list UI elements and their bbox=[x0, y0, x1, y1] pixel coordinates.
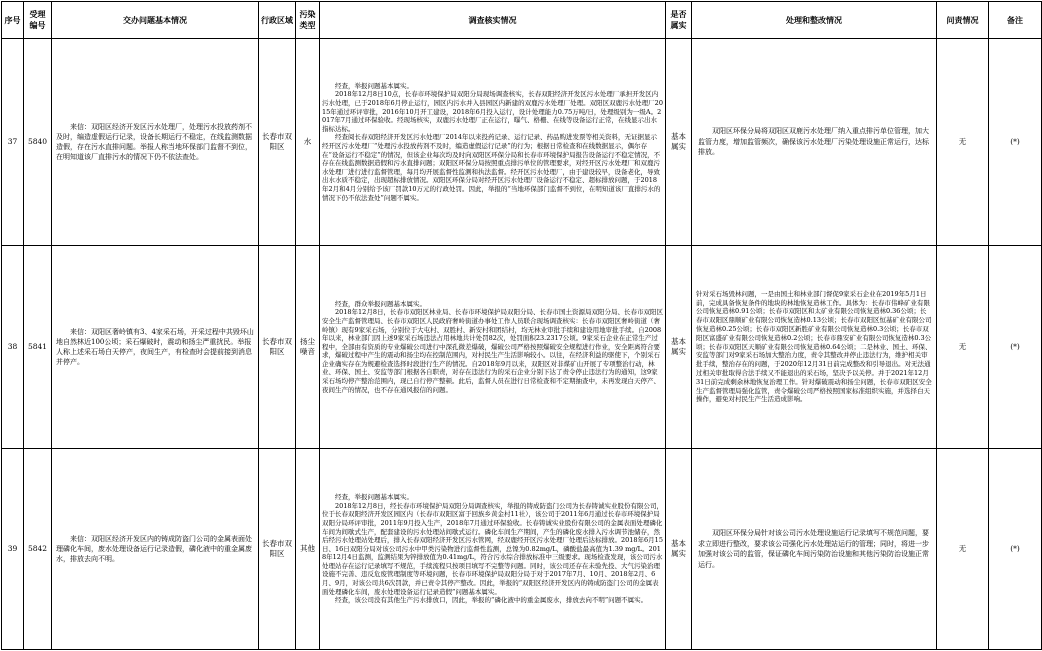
header-accept-no: 受理编号 bbox=[24, 2, 52, 39]
accept-no-cell: 5842 bbox=[24, 449, 52, 650]
seq-cell: 39 bbox=[2, 449, 24, 650]
table-row bbox=[2, 449, 1042, 650]
investigation-para: 经查，群众举报问题基本属实。 bbox=[335, 299, 426, 308]
table-row bbox=[2, 39, 1042, 246]
pollution-cell: 水 bbox=[296, 39, 320, 246]
accept-no-cell: 5841 bbox=[24, 246, 52, 449]
complaint-table bbox=[1, 1, 1042, 650]
basic-cell: 来信：双阳区奢岭镇有3、4家采石场，开采过程中共毁坏山地自然林近100公顷；采石爆破时，震动和扬尘严重扰民。举报人称上述采石场白天停产，夜间生产，有检查时会提前接到消息并停产。 bbox=[52, 246, 259, 449]
header-investigation: 调查核实情况 bbox=[320, 2, 666, 39]
pollution-cell: 其他 bbox=[296, 449, 320, 650]
remark-cell: (*) bbox=[989, 449, 1042, 650]
handling-cell: 双阳区环保分局将双阳区双鹿污水处理厂纳入重点排污单位管理，加大监管力度，增加监管频次，确保该污水处理厂污染处理设施正常运行，达标排放。 bbox=[692, 39, 937, 246]
investigation-para: 经查，该公司没有其他生产污水排放口，因此，举报的“磷化液中的重金属废水，排放去向不明”问题不属实。 bbox=[335, 596, 648, 605]
accountability-cell: 无 bbox=[937, 246, 989, 449]
header-seq: 序号 bbox=[2, 2, 24, 39]
investigation-cell bbox=[320, 39, 666, 246]
header-region: 行政区域 bbox=[259, 2, 296, 39]
investigation-para: 经查，举报问题基本属实。 bbox=[335, 493, 413, 502]
investigation-cell bbox=[320, 246, 666, 449]
remark-cell: (*) bbox=[989, 246, 1042, 449]
region-cell: 长春市双阳区 bbox=[259, 449, 296, 650]
accountability-cell: 无 bbox=[937, 449, 989, 650]
pollution-cell: 扬尘噪音 bbox=[296, 246, 320, 449]
seq-cell: 37 bbox=[2, 39, 24, 246]
investigation-para: 2018年12月8日，经长春市环境保护局双阳分局调查核实，举报的铸成防盗门公司为长春铸诚实业股份有限公司，位于长春双阳经济开发区园区内（长春市双阳区富于回族乡黄金村11社），该公司于2011年6月通过长春市环境保护局双阳分局环评审批，2011年9月投入生产，2018年7月通过环保验收。长春铸诚实业股份有限公司的金属表面处理磷化车间为间歇式生产，配套建设的污水处理站间歇式运行。磷化车间生产期间，产生的磷化废水排入污水调节池储存，然后经污水处理站处理后，排入长春双阳经济开发区污水管网，经双鹿经开区污水处理厂处理后达标排放。2018年6月15日、16日双阳分局对该公司污水中甲类污染物进行监督性监测，总镍为0.82mg/L，磷酸盐最高值为1.39 mg/L。2018年12月4日监测，监测结果为锌排放值为0.41mg/L，符合污水综合排放标准中三级要求。现场检查发现，该公司污水处理站存在运行记录填写不规范，手续流程只按项目填写不完整等问题。同时，该公司还存在未验先投、大气污染治理设施不完善、违反危废管理制度等环境问题，长春市环境保护局双阳分局于对于2017年7月、10月、2018年2月、6月、9月，对该公司共6次罚款，并已责令其停产整改。因此，举报的“双阳区经济开发区内的铸成防盗门公司的金属表面处理磷化车间，废水处理设备运行记录造假”问题基本属实。 bbox=[322, 501, 663, 596]
table-row bbox=[2, 246, 1042, 449]
verified-cell: 基本属实 bbox=[666, 39, 692, 246]
header-handling: 处理和整改情况 bbox=[692, 2, 937, 39]
verified-cell: 基本属实 bbox=[666, 449, 692, 650]
handling-cell: 双阳区环保分局针对该公司污水处理设施运行记录填写不规范问题，要求立即进行整改，要求该公司强化污水处理站运行的管理；同时，将进一步加强对该公司的监管，保证磷化车间污染防治设施和其他污染防治设施正常运行。 bbox=[692, 449, 937, 650]
verified-cell: 基本属实 bbox=[666, 246, 692, 449]
handling-cell: 针对采石场毁林问题，一是由国土和林业部门督促9家采石企业在2019年5月1日前，完成具备恢复条件的地块的林地恢复造林工作。具体为：长春市伟峰矿业有限公司恢复造林0.91公顷；长春市双阳区和太矿业有限公司恢复造林0.36公顷；长春市双阳区鼎顺矿业有限公司恢复造林0.13公顷；长春市双阳区恒基矿业有限公司恢复造林0.25公顷；长春市双阳区新胜矿业有限公司恢复造林0.3公顷；长春市双阳区富盛矿业有限公司恢复造林0.2公顷；长春市鼎安矿业有限公司恢复造林0.3公顷；长春市双阳区天顺矿业有限公司恢复造林0.64公顷；二是林业、国土、环保、安监等部门对9家采石场加大整治力度，责令其整改并停止违法行为，维护相关审批手续，整治存在的问题，于2020年12月31日前完成整改和引导退出。对无法通过相关审批取得合法手续又不能退出的采石场，坚决予以关停。并于2021年12月31日前完成剩余林地恢复治理工作。针对爆破震动和扬尘问题，长春市双阳区安全生产监督管理局强化监管，责令爆破公司严格按照国家标准组织实施，并选择白天操作，避免对村民生产生活造成影响。 bbox=[692, 246, 937, 449]
investigation-para: 2018年12月8日，长春市双阳区林业局、长春市环境保护局双阳分局、长春市国土资源局双阳分局、长春市双阳区安全生产监督管理局、长春市双阳区人民政府奢岭街道办事处工作人员联合现场调查核实：长春市双阳区奢岭街道（奢岭镇）现有9家采石场，分别位于大屯村、双胜村、新安村和团结村，均无林业审批手续和建设用地审批手续。自2008年以来，林业部门因上述9家采石场违法占用林地共计处罚82次，处罚面积23.2317公顷。9家采石企业在正常生产过程中，全部由有资质的专业爆破公司进行中深孔微差爆破，爆破公司严格按照爆破安全规程进行作业，安全距离符合要求，爆破过程中产生的震动和扬尘均在控制范围内，对村民生产生活影响较小。以往，在经济利益的驱使下，个别采石企业确实存在为规避检查选择时段进行生产的情况。自2018年9月以来，双阳区对非煤矿山开展了专项整治行动，林业、环保、国土、安监等部门根据各自职责，对存在违法行为的采石企业分别下达了责令停止违法行为的通知，这9家采石场均停产整治范围内，现已自行停产整顿。此后，监督人员在进行日常检查和不定期抽查中，未再发现白天停产、夜间生产的情况，也不存在通风报信的问题。 bbox=[322, 308, 663, 394]
investigation-cell bbox=[320, 449, 666, 650]
header-row bbox=[2, 2, 1042, 39]
investigation-para: 经查，举报问题基本属实。 bbox=[335, 81, 413, 90]
header-pollution: 污染类型 bbox=[296, 2, 320, 39]
investigation-para: 经查阅长春双阳经济开发区污水处理厂2014年以来投药记录、运行记录、药品购进发票等相关资料，无证据显示经开区污水处理厂“处理污水投放药剂不及时，编造虚假运行记录”的行为；根据日常检查和在线数据显示，偶尔存在“设备运行不稳定”的情况，但该企业每次均及时向双阳区环保分局和长春市环境保护局报告设备运行不稳定情况，不存在在线监测数据造假和污水直排问题；双阳区环保分局按照重点排污单位的管理要求，对经开区污水处理厂和双鹿污水处理厂进行进行监督管理，每月均开展监督性监测和执法监督。经开区污水处理厂，由于建设较早，设备老化，导致出水水质不稳定，出现超标排放情况。双阳区环保分局对经开区污水处理厂设备运行不稳定、超标排放问题，于2018年2月和4月分别给予该厂罚款10万元的行政处罚。因此，举报的“当地环保部门监督不到位，在明知道该厂直排污水的情况下仍不依法查处”问题不属实。 bbox=[322, 133, 661, 202]
accountability-cell: 无 bbox=[937, 39, 989, 246]
basic-cell: 来信：双阳区经济开发区内的铸成防盗门公司的金属表面处理磷化车间，废水处理设备运行记录造假，磷化液中的重金属废水，排放去向不明。 bbox=[52, 449, 259, 650]
accept-no-cell: 5840 bbox=[24, 39, 52, 246]
header-basic: 交办问题基本情况 bbox=[52, 2, 259, 39]
header-remark: 备注 bbox=[989, 2, 1042, 39]
header-verified: 是否属实 bbox=[666, 2, 692, 39]
remark-cell: (*) bbox=[989, 39, 1042, 246]
seq-cell: 38 bbox=[2, 246, 24, 449]
region-cell: 长春市双阳区 bbox=[259, 39, 296, 246]
basic-cell: 来信：双阳区经济开发区污水处理厂，处理污水投放药剂不及时，编造虚假运行记录，设备长期运行不稳定，在线监测数据造假，存在污水直排问题。举报人称当地环保部门监督不到位，在明知道该厂直排污水的情况下仍不依法查处。 bbox=[52, 39, 259, 246]
header-accountability: 问责情况 bbox=[937, 2, 989, 39]
investigation-para: 2018年12月8日10点，长春市环境保护局双阳分局现场调查核实，长春双阳经济开发区污水处理厂承担开发区内污水处理，已于2018年6月停止运行，园区内污水并入县园区内新建的双鹿污水处理厂处理。双阳区双鹿污水处理厂2015年通过环评审批，2016年10月开工建设，2018年6月投入运行，设计处理能力0.75万吨/日，处理级别为一级A。2017年7月通过环保验收。经现场核实，双鹿污水处理厂正在运行，曝气、格栅、在线等设备运行正常，在线显示出水指标达标。 bbox=[322, 90, 663, 133]
region-cell: 长春市双阳区 bbox=[259, 246, 296, 449]
